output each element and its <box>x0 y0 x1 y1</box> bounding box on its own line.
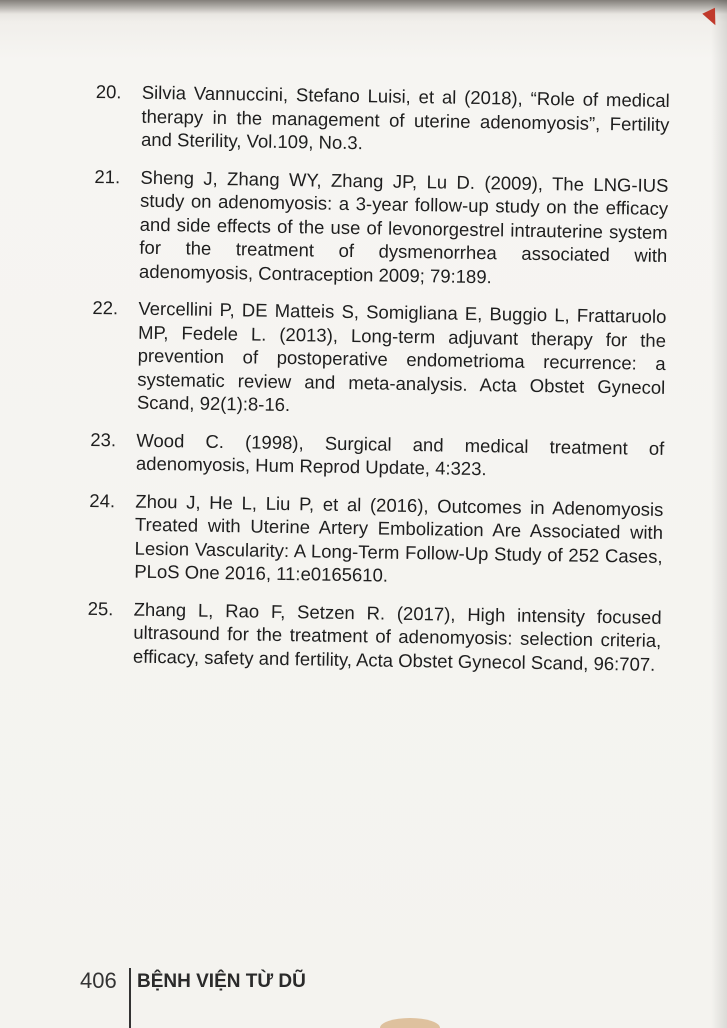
reference-number: 20. <box>95 80 122 103</box>
page-shadow <box>0 0 727 14</box>
reference-item <box>91 296 667 423</box>
reference-number: 24. <box>89 489 116 511</box>
reference-number: 25. <box>87 597 114 619</box>
reference-number: 22. <box>92 296 119 319</box>
reference-text: Wood C. (1998), Surgical and medical treatment of adenomyosis, Hum Reprod Update, 4:323. <box>135 429 665 480</box>
page-edge <box>711 0 727 1028</box>
reference-text: Vercellini P, DE Matteis S, Somigliana E, Buggio L, Frattaruolo MP, Fedele L. (2013), Long-term adjuvant therapy for the prevention of postoperative endometrioma recurrence: a systematic review and meta-analysis. Acta Obstet Gynecol Scand, 92(1):8-16. <box>136 297 667 416</box>
reference-text: Silvia Vannuccini, Stefano Luisi, et al (2018), “Role of medical therapy in the management of uterine adenomyosis”, Fertility and Sterility, Vol.109, No.3. <box>140 81 670 154</box>
reference-text: Zhou J, He L, Liu P, et al (2016), Outcomes in Adenomyosis Treated with Uterine Artery Embolization Are Associated with Lesion Vascularity: A Long-Term Follow-Up Study of 252 Cases, PLoS One 2016, 11:e0165610. <box>134 490 664 586</box>
reference-item <box>88 488 663 591</box>
reference-text: Zhang L, Rao F, Setzen R. (2017), High intensity focused ultrasound for the treatment of adenomyosis: selection criteria, efficacy, safety and fertility, Acta Obstet Gynecol Scand, 96:707. <box>132 598 662 675</box>
footer-divider <box>129 968 131 1028</box>
reference-item <box>87 596 662 676</box>
reference-item <box>95 80 670 160</box>
reference-text: Sheng J, Zhang WY, Zhang JP, Lu D. (2009), The LNG-IUS study on adenomyosis: a 3-year follow-up study on the efficacy and side effects of the use of levonorgestrel intrauterine system for the treatment of dysmenorrhea associated with adenomyosis, Contraception 2009; 79:189. <box>138 166 669 287</box>
bottom-edge-object <box>380 1018 440 1028</box>
reference-list <box>87 80 670 690</box>
reference-number: 21. <box>94 165 121 187</box>
footer-title: BỆNH VIỆN TỪ DŨ <box>137 971 306 992</box>
page-number: 406 <box>80 968 117 993</box>
reference-item <box>93 164 669 291</box>
reference-item <box>90 427 665 483</box>
reference-number: 23. <box>90 428 117 450</box>
